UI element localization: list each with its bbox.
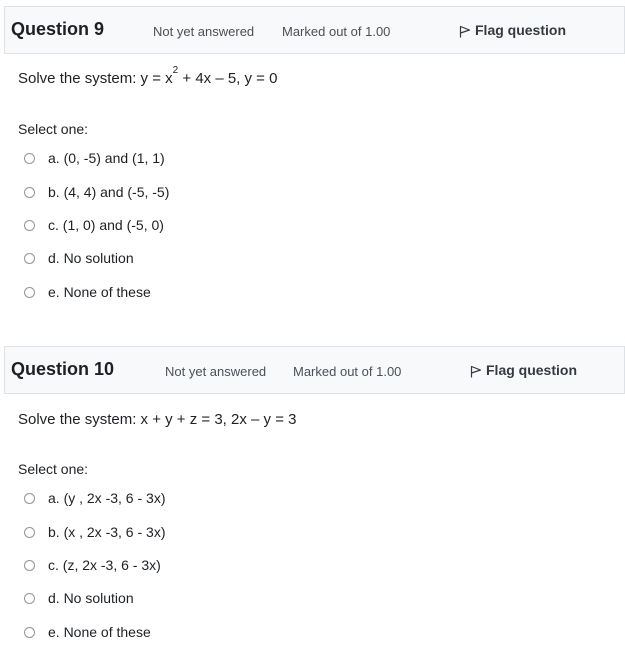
answer-option-e[interactable] xyxy=(24,621,151,643)
radio-icon[interactable] xyxy=(24,153,35,164)
question-text-part: + 4x – 5, y = 0 xyxy=(178,70,278,87)
answer-option-label: a. (0, -5) and (1, 1) xyxy=(48,150,165,166)
answer-option-d[interactable] xyxy=(24,247,134,269)
question-text xyxy=(18,65,278,87)
radio-icon[interactable] xyxy=(24,527,35,538)
question-text-part: Solve the system: y = x xyxy=(18,70,173,87)
exponent: 2 xyxy=(172,65,179,76)
answer-option-label: e. None of these xyxy=(48,284,151,300)
radio-icon[interactable] xyxy=(24,627,35,638)
answer-option-label: a. (y , 2x -3, 6 - 3x) xyxy=(48,490,166,506)
answer-option-label: c. (1, 0) and (-5, 0) xyxy=(48,217,164,233)
radio-icon[interactable] xyxy=(24,187,35,198)
radio-icon[interactable] xyxy=(24,493,35,504)
flag-icon xyxy=(470,365,482,378)
answer-option-d[interactable] xyxy=(24,587,134,609)
question-info-header xyxy=(4,6,625,54)
question-text: Solve the system: x + y + z = 3, 2x – y = 3 xyxy=(18,411,297,428)
answer-option-a[interactable] xyxy=(24,147,165,169)
question-grade: Marked out of 1.00 xyxy=(282,24,391,39)
flag-question-label: Flag question xyxy=(486,362,577,378)
question-grade: Marked out of 1.00 xyxy=(293,364,402,379)
flag-question-label: Flag question xyxy=(475,22,566,38)
radio-icon[interactable] xyxy=(24,593,35,604)
answer-option-label: b. (4, 4) and (-5, -5) xyxy=(48,184,170,200)
answer-option-label: e. None of these xyxy=(48,624,151,640)
answer-option-c[interactable] xyxy=(24,214,164,236)
answer-option-b[interactable] xyxy=(24,181,169,203)
flag-icon xyxy=(459,25,471,38)
radio-icon[interactable] xyxy=(24,220,35,231)
radio-icon[interactable] xyxy=(24,560,35,571)
select-one-prompt: Select one: xyxy=(18,121,89,137)
radio-icon[interactable] xyxy=(24,287,35,298)
answer-option-label: b. (x , 2x -3, 6 - 3x) xyxy=(48,524,166,540)
radio-icon[interactable] xyxy=(24,253,35,264)
question-state: Not yet answered xyxy=(153,24,255,39)
question-info-header xyxy=(4,346,625,394)
answer-option-label: d. No solution xyxy=(48,590,134,606)
question-state: Not yet answered xyxy=(165,364,267,379)
answer-option-e[interactable] xyxy=(24,281,151,303)
answer-option-c[interactable] xyxy=(24,554,161,576)
answer-option-a[interactable] xyxy=(24,487,165,509)
select-one-prompt: Select one: xyxy=(18,461,89,477)
question-title: Question 9 xyxy=(11,19,105,39)
flag-question-button[interactable] xyxy=(470,362,577,378)
flag-question-button[interactable] xyxy=(459,22,566,38)
answer-option-label: d. No solution xyxy=(48,250,134,266)
answer-option-label: c. (z, 2x -3, 6 - 3x) xyxy=(48,557,161,573)
question-title: Question 10 xyxy=(11,359,115,379)
answer-option-b[interactable] xyxy=(24,521,165,543)
